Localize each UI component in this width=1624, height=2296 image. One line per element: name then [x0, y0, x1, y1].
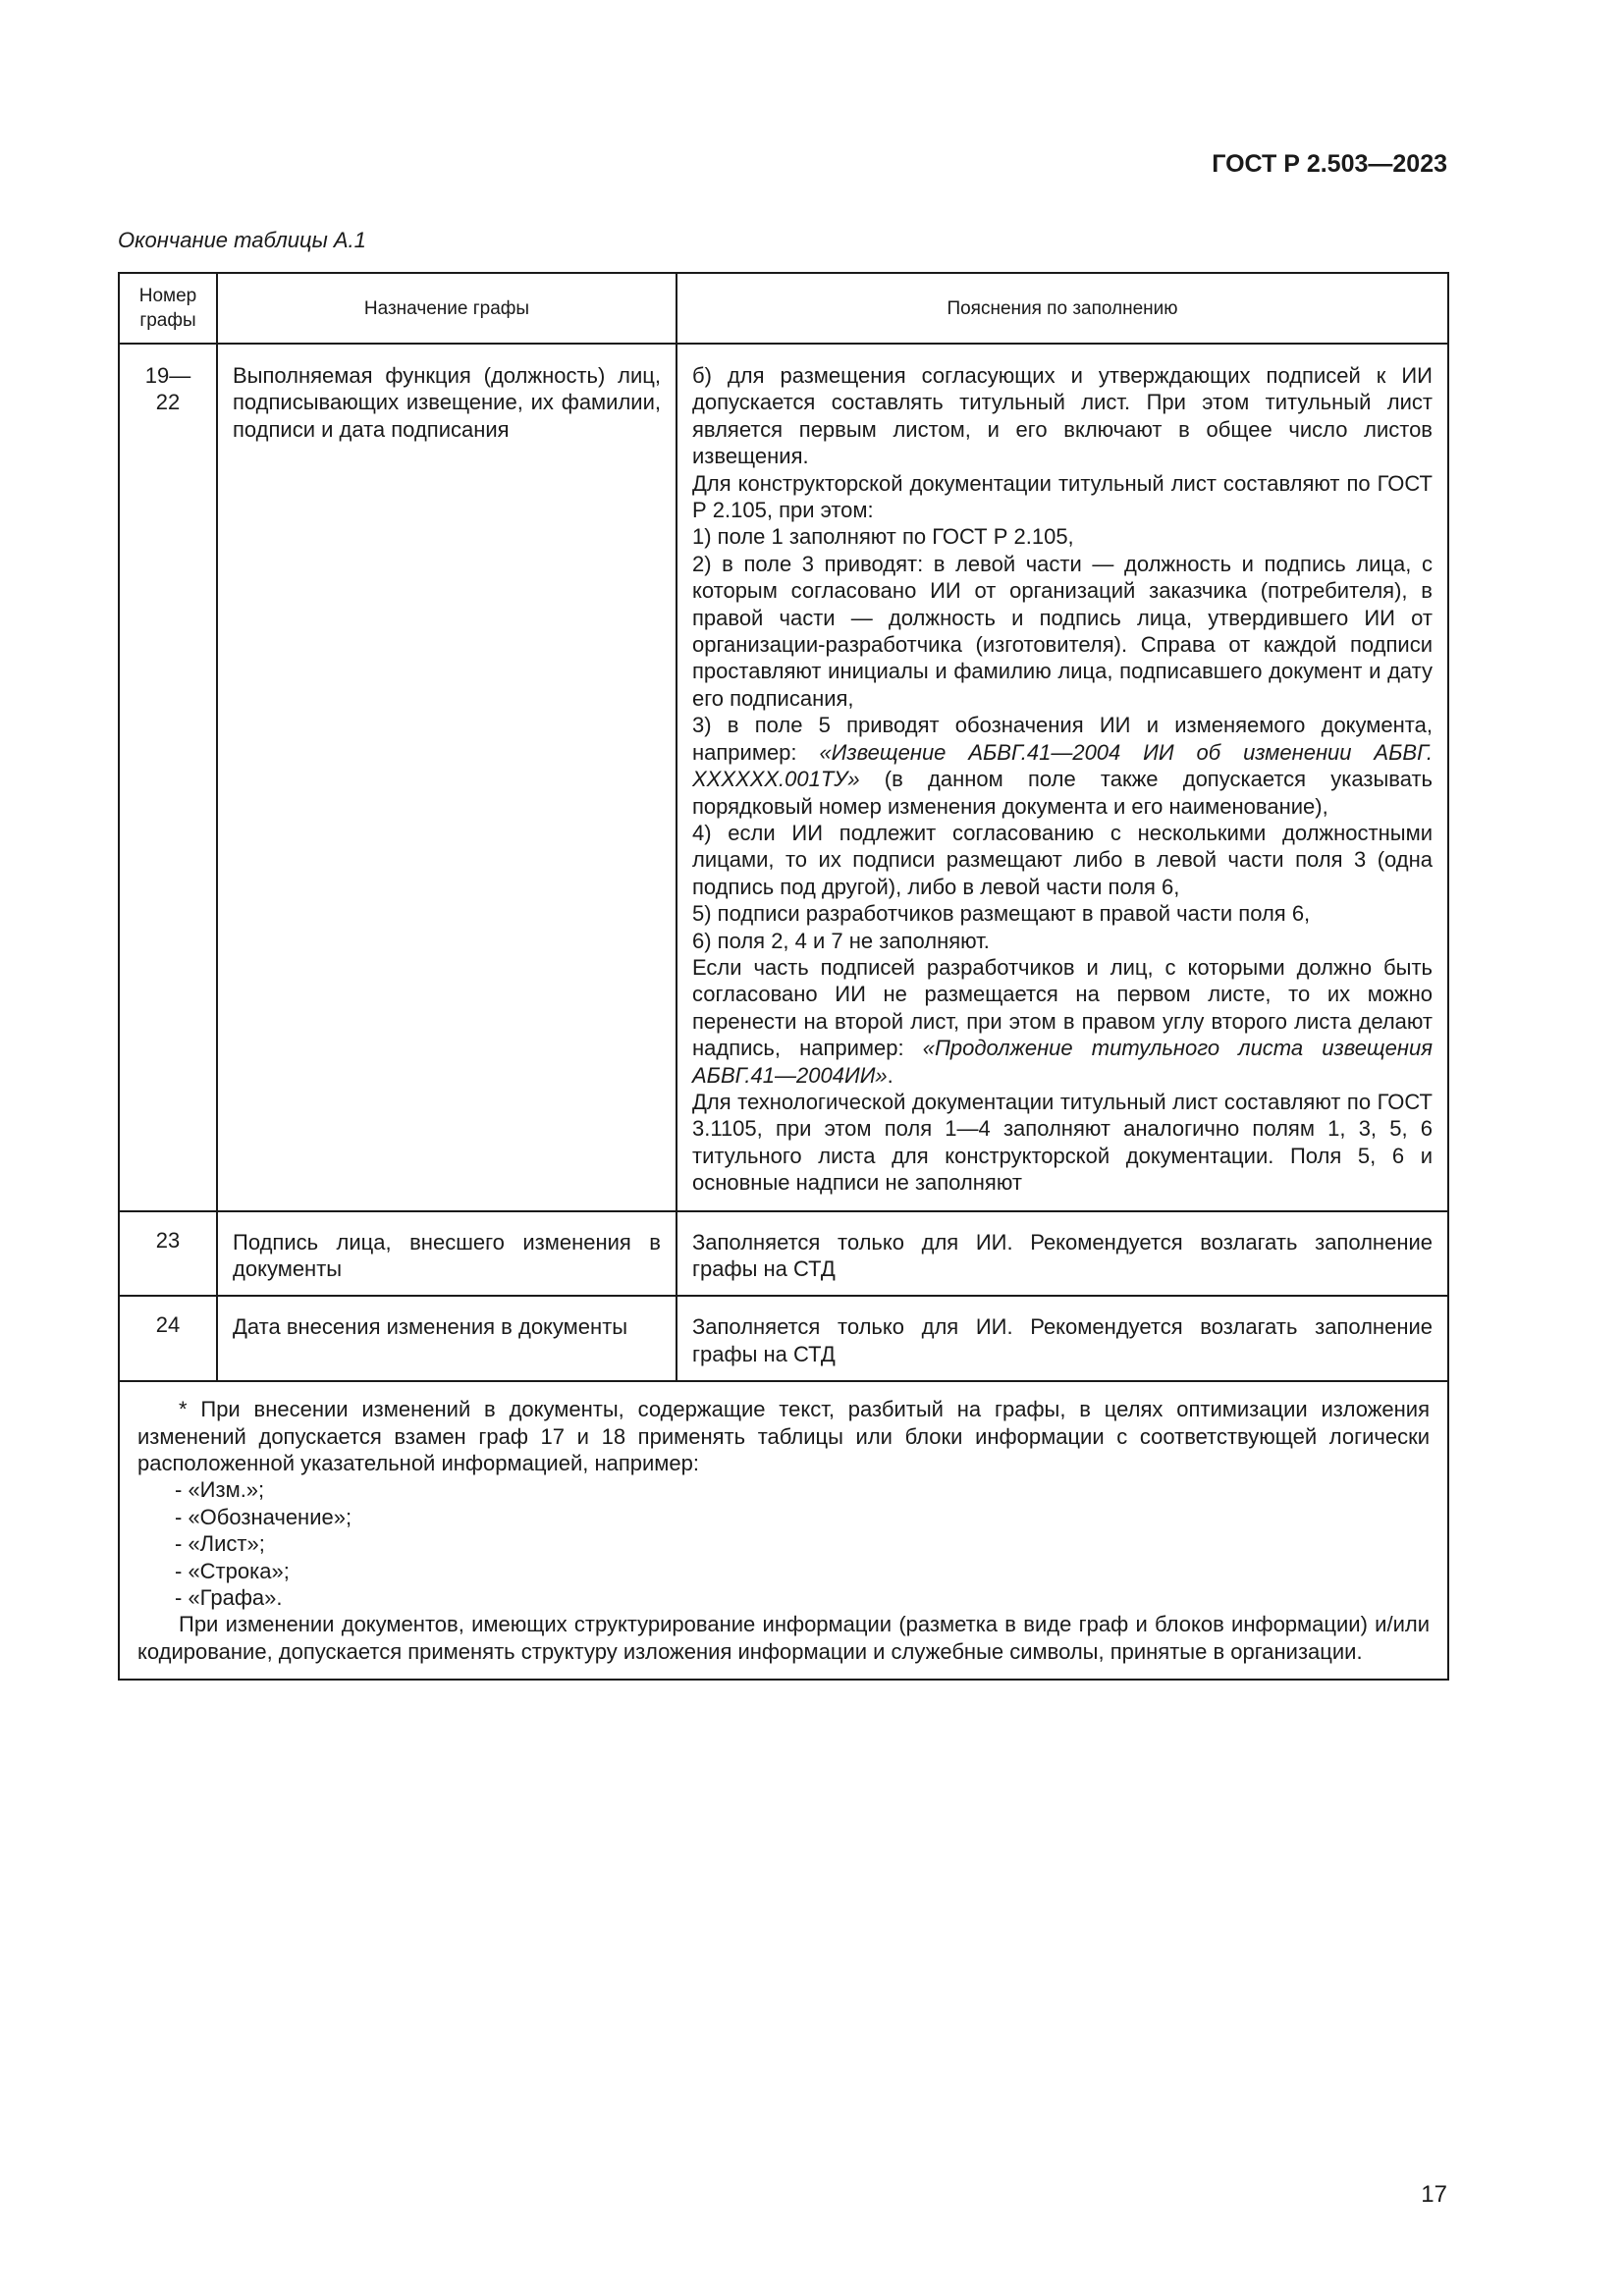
row-purpose: Дата внесения изменения в документы [217, 1296, 677, 1381]
explanation-item: 5) подписи разработчиков размещают в правой части поля 6, [692, 901, 1311, 927]
row-number: 23 [119, 1211, 217, 1297]
column-header-explanation: Пояснения по заполнению [677, 273, 1448, 344]
explanation-item: 4) если ИИ подлежит согласованию с несколькими должностными лицами, то их подписи размещают либо в левой части поля 3 (одна подпись под другой), либо в левой части поля 6, [692, 820, 1433, 899]
paragraph-example: «Продолжение титульного листа извещения АБВГ.41—2004ИИ» [692, 1036, 1433, 1088]
table-row [119, 1296, 1448, 1381]
explanation-item [692, 712, 1433, 820]
row-number: 24 [119, 1296, 217, 1381]
column-header-purpose: Назначение графы [217, 273, 677, 344]
row-explanation [677, 344, 1448, 1211]
document-code: ГОСТ Р 2.503—2023 [1212, 150, 1447, 178]
explanation-paragraph [692, 954, 1433, 1089]
footnote-outro: При изменении документов, имеющих структурирование информации (разметка в виде граф и блоков информации) и/или кодирование, допускается применять структуру изложения информации и служебные символы, принятые в организации. [137, 1612, 1430, 1664]
table-caption: Окончание таблицы А.1 [118, 228, 366, 252]
table-row [119, 344, 1448, 1211]
table-header-row [119, 273, 1448, 344]
item-text: 3) в поле 5 приводят обозначения ИИ и изменяемого документа, например: [692, 713, 1433, 765]
explanation-paragraph: Для технологической документации титульный лист составляют по ГОСТ 3.1105, при этом поля 1—4 заполняют аналогично полям 1, 3, 5, 6 титульного листа для конструкторской документации. Поля 5, 6 и основные надписи не заполняют [692, 1089, 1433, 1196]
footnote-item: - «Изм.»; [175, 1477, 265, 1503]
footnote-item: - «Лист»; [175, 1531, 265, 1557]
explanation-paragraph: Для конструкторской документации титульный лист составляют по ГОСТ Р 2.105, при этом: [692, 470, 1433, 523]
column-header-number: Номер графы [119, 273, 217, 344]
row-explanation: Заполняется только для ИИ. Рекомендуется возлагать заполнение графы на СТД [677, 1296, 1448, 1381]
explanation-paragraph: б) для размещения согласующих и утверждающих подписей к ИИ допускается составлять титульный лист. При этом титульный лист является первым листом, и его включают в общее число листов извещения. [692, 363, 1433, 469]
row-number: 19—22 [119, 344, 217, 1211]
row-purpose: Выполняемая функция (должность) лиц, подписывающих извещение, их фамилии, подписи и дата подписания [217, 344, 677, 1211]
table-a1 [118, 272, 1449, 1681]
footnote-intro: * При внесении изменений в документы, содержащие текст, разбитый на графы, в целях оптимизации изложения изменений допускается взамен граф 17 и 18 применять таблицы или блоки информации с соответствующей логически расположенной указательной информацией, например: [137, 1397, 1430, 1476]
paragraph-text: . [887, 1062, 893, 1088]
explanation-item: 6) поля 2, 4 и 7 не заполняют. [692, 928, 990, 953]
item-text: (в данном поле также допускается указывать порядковый номер изменения документа и его наименование), [692, 767, 1433, 819]
explanation-item: 2) в поле 3 приводят: в левой части — должность и подпись лица, с которым согласовано ИИ от организаций заказчика (потребителя), в правой части — должность и подпись лица, утвердившего ИИ от организации-разработчика (изготовителя). Справа от каждой подписи проставляют инициалы и фамилию лица, подписавшего документ и дату его подписания, [692, 551, 1433, 711]
explanation-item: 1) поле 1 заполняют по ГОСТ Р 2.105, [692, 524, 1074, 550]
paragraph-text: Если часть подписей разработчиков и лиц, с которыми должно быть согласовано ИИ не размещается на первом листе, то их можно перенести на второй лист, при этом в правом углу второго листа делают надпись, например: [692, 954, 1433, 1061]
table-footnote [119, 1381, 1448, 1680]
page-number: 17 [1421, 2181, 1447, 2208]
footnote-item: - «Строка»; [175, 1558, 290, 1583]
table-row [119, 1211, 1448, 1297]
footnote-item: - «Графа». [175, 1585, 283, 1611]
item-example: «Извещение АБВГ.41—2004 ИИ об изменении АБВГ. ХХХХХХ.001ТУ» [692, 739, 1433, 792]
row-purpose: Подпись лица, внесшего изменения в документы [217, 1211, 677, 1297]
footnote-item: - «Обозначение»; [175, 1504, 352, 1529]
table-footnote-row [119, 1381, 1448, 1680]
row-explanation: Заполняется только для ИИ. Рекомендуется возлагать заполнение графы на СТД [677, 1211, 1448, 1297]
